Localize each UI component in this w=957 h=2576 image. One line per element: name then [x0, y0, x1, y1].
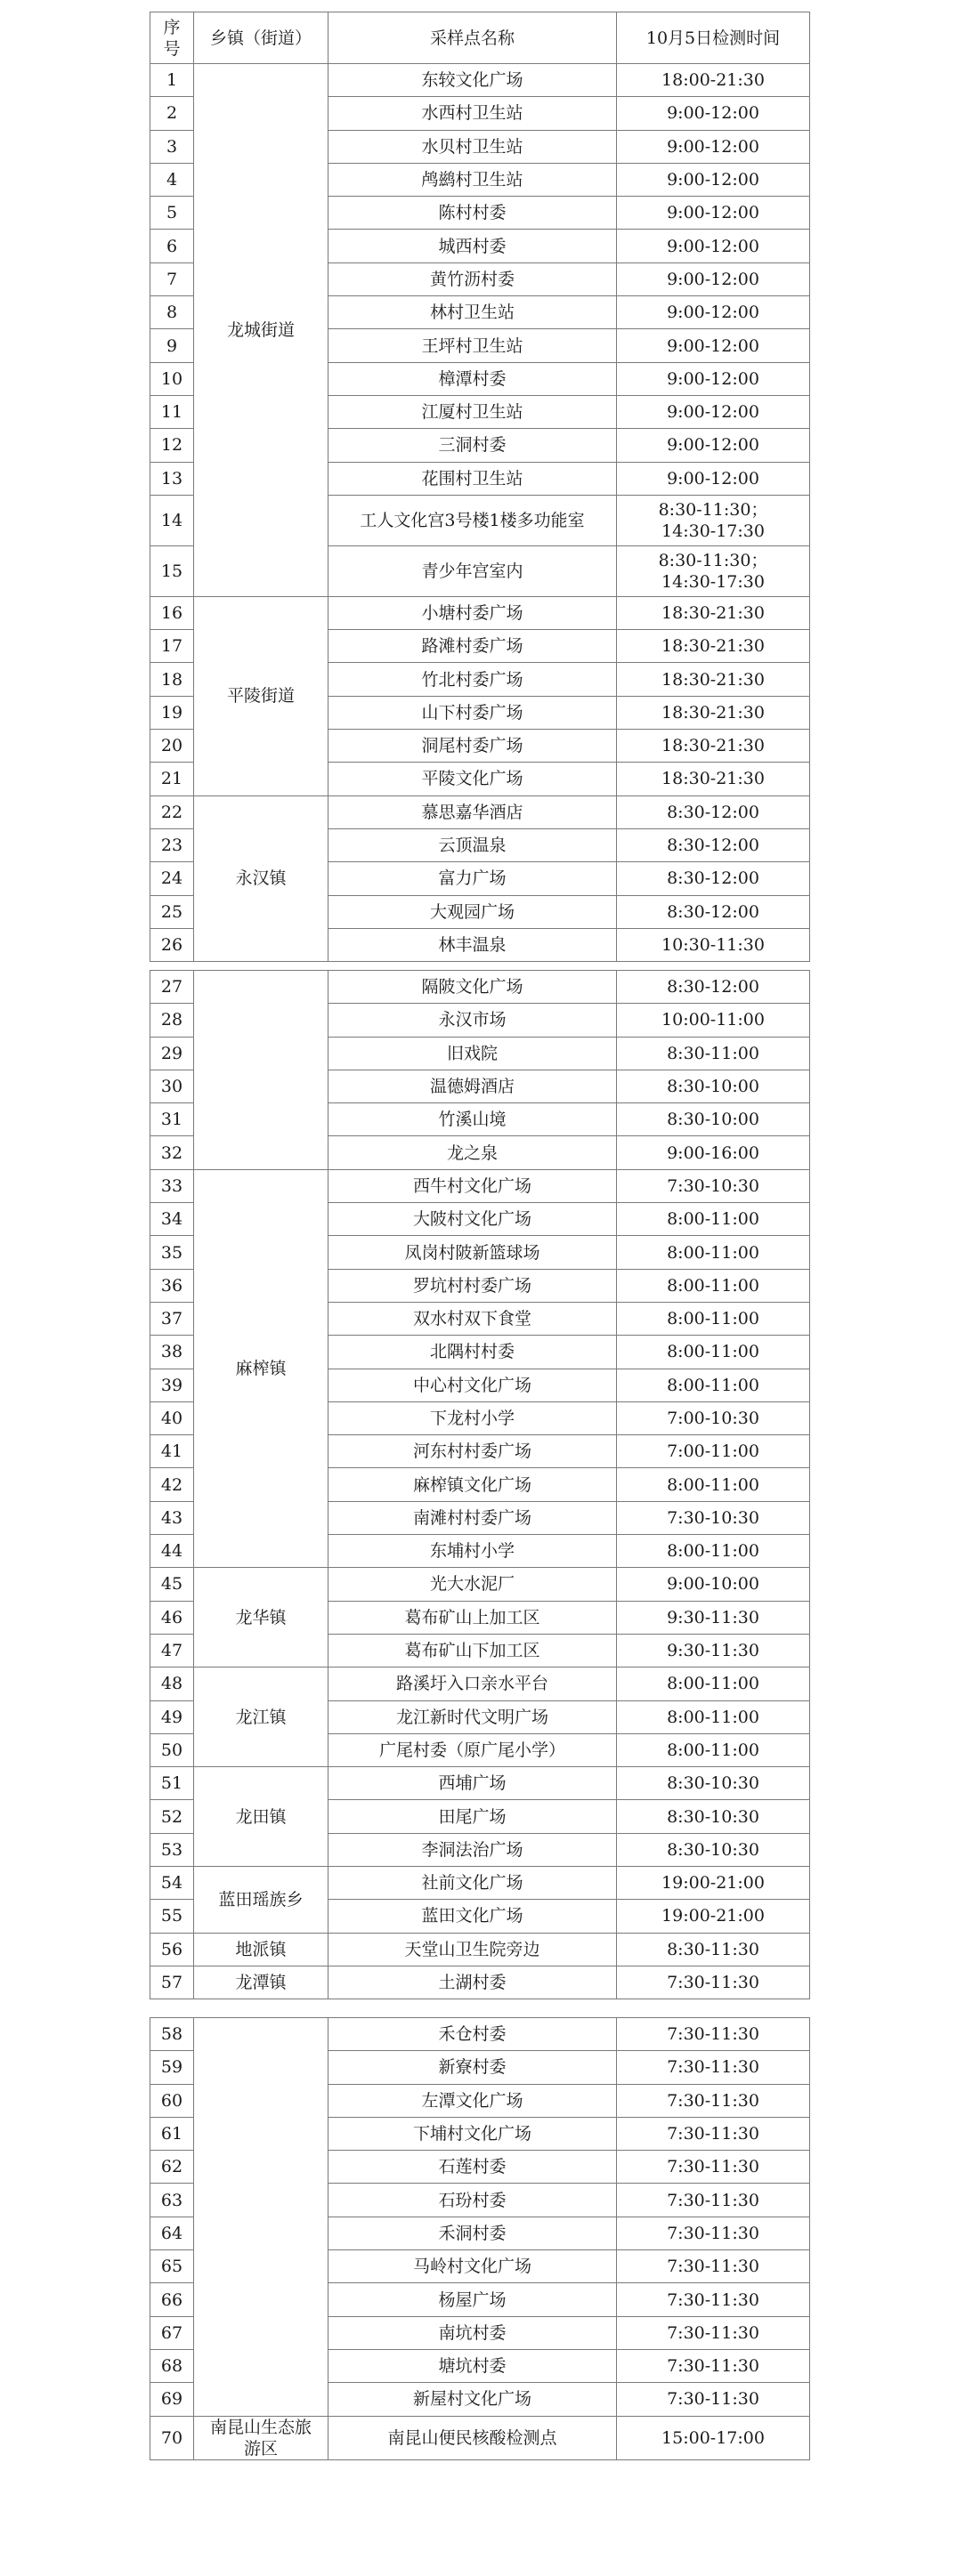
cell-sampling-site: 旧戏院 [328, 1037, 617, 1070]
cell-test-time: 7:30-11:30 [617, 2051, 810, 2084]
cell-serial-number: 62 [150, 2151, 194, 2184]
cell-test-time: 8:30-12:00 [617, 795, 810, 828]
cell-test-time: 8:30-10:00 [617, 1103, 810, 1136]
table-row [150, 1568, 810, 1601]
cell-serial-number: 4 [150, 163, 194, 196]
schedule-table-part-2 [150, 970, 810, 1999]
cell-sampling-site: 广尾村委（原广尾小学） [328, 1733, 617, 1766]
header-serial-number: 序 号 [150, 12, 194, 64]
cell-sampling-site: 光大水泥厂 [328, 1568, 617, 1601]
cell-sampling-site: 禾仓村委 [328, 2018, 617, 2051]
cell-sampling-site: 路溪圩入口亲水平台 [328, 1668, 617, 1700]
cell-town: 龙华镇 [194, 1568, 328, 1668]
cell-serial-number: 59 [150, 2051, 194, 2084]
cell-test-time: 9:00-16:00 [617, 1136, 810, 1169]
cell-serial-number: 25 [150, 895, 194, 928]
cell-sampling-site: 三洞村委 [328, 429, 617, 462]
cell-serial-number: 65 [150, 2250, 194, 2283]
cell-test-time: 9:30-11:30 [617, 1634, 810, 1667]
cell-test-time: 7:30-11:30 [617, 2184, 810, 2217]
cell-sampling-site: 西牛村文化广场 [328, 1169, 617, 1202]
cell-test-time: 7:30-11:30 [617, 2349, 810, 2382]
table-row [150, 596, 810, 629]
cell-serial-number: 58 [150, 2018, 194, 2051]
cell-sampling-site: 山下村委广场 [328, 696, 617, 729]
cell-sampling-site: 富力广场 [328, 862, 617, 895]
cell-sampling-site: 麻榨镇文化广场 [328, 1468, 617, 1501]
cell-serial-number: 3 [150, 130, 194, 163]
cell-sampling-site: 林丰温泉 [328, 928, 617, 961]
cell-test-time: 8:00-11:00 [617, 1203, 810, 1236]
cell-test-time: 9:00-12:00 [617, 230, 810, 262]
cell-serial-number: 11 [150, 395, 194, 428]
cell-serial-number: 43 [150, 1501, 194, 1534]
cell-sampling-site: 土湖村委 [328, 1966, 617, 1999]
cell-sampling-site: 江厦村卫生站 [328, 395, 617, 428]
cell-test-time: 18:30-21:30 [617, 696, 810, 729]
cell-test-time: 8:30-12:00 [617, 862, 810, 895]
cell-serial-number: 42 [150, 1468, 194, 1501]
cell-serial-number: 57 [150, 1966, 194, 1999]
cell-sampling-site: 路滩村委广场 [328, 630, 617, 663]
cell-serial-number: 69 [150, 2383, 194, 2416]
cell-serial-number: 24 [150, 862, 194, 895]
cell-serial-number: 27 [150, 971, 194, 1004]
cell-test-time: 18:30-21:30 [617, 730, 810, 763]
cell-test-time: 8:30-11:30； 14:30-17:30 [617, 495, 810, 545]
cell-serial-number: 56 [150, 1933, 194, 1966]
cell-serial-number: 38 [150, 1336, 194, 1369]
cell-sampling-site: 马岭村文化广场 [328, 2250, 617, 2283]
cell-test-time: 9:30-11:30 [617, 1601, 810, 1634]
cell-sampling-site: 东较文化广场 [328, 64, 617, 97]
schedule-table-part-1 [150, 12, 810, 962]
cell-test-time: 7:30-11:30 [617, 2283, 810, 2316]
cell-sampling-site: 南滩村村委广场 [328, 1501, 617, 1534]
cell-test-time: 7:30-11:30 [617, 1966, 810, 1999]
cell-test-time: 7:00-11:00 [617, 1435, 810, 1468]
cell-test-time: 9:00-12:00 [617, 296, 810, 329]
cell-test-time: 9:00-12:00 [617, 329, 810, 362]
table-row [150, 64, 810, 97]
table-row [150, 971, 810, 1004]
cell-serial-number: 16 [150, 596, 194, 629]
cell-test-time: 8:00-11:00 [617, 1336, 810, 1369]
cell-serial-number: 44 [150, 1535, 194, 1568]
cell-sampling-site: 龙江新时代文明广场 [328, 1700, 617, 1733]
cell-serial-number: 60 [150, 2084, 194, 2117]
cell-serial-number: 5 [150, 197, 194, 230]
cell-sampling-site: 樟潭村委 [328, 362, 617, 395]
cell-test-time: 8:30-10:30 [617, 1833, 810, 1866]
cell-test-time: 19:00-21:00 [617, 1900, 810, 1933]
cell-test-time: 8:00-11:00 [617, 1733, 810, 1766]
cell-test-time: 7:00-10:30 [617, 1401, 810, 1434]
cell-sampling-site: 中心村文化广场 [328, 1369, 617, 1401]
cell-test-time: 7:30-11:30 [617, 2151, 810, 2184]
table-row [150, 1767, 810, 1800]
cell-sampling-site: 下龙村小学 [328, 1401, 617, 1434]
cell-test-time: 7:30-11:30 [617, 2018, 810, 2051]
table-row [150, 2416, 810, 2459]
cell-test-time: 7:30-11:30 [617, 2250, 810, 2283]
cell-serial-number: 36 [150, 1269, 194, 1302]
cell-serial-number: 66 [150, 2283, 194, 2316]
cell-test-time: 9:00-12:00 [617, 362, 810, 395]
header-sampling-site: 采样点名称 [328, 12, 617, 64]
cell-sampling-site: 塘坑村委 [328, 2349, 617, 2382]
cell-sampling-site: 南昆山便民核酸检测点 [328, 2416, 617, 2459]
cell-sampling-site: 下埔村文化广场 [328, 2117, 617, 2150]
cell-town [194, 971, 328, 1170]
header-test-time: 10月5日检测时间 [617, 12, 810, 64]
cell-test-time: 9:00-12:00 [617, 197, 810, 230]
cell-sampling-site: 北隅村村委 [328, 1336, 617, 1369]
cell-sampling-site: 青少年宫室内 [328, 545, 617, 596]
cell-test-time: 9:00-12:00 [617, 262, 810, 295]
cell-sampling-site: 工人文化宫3号楼1楼多功能室 [328, 495, 617, 545]
cell-serial-number: 37 [150, 1302, 194, 1335]
cell-serial-number: 63 [150, 2184, 194, 2217]
cell-sampling-site: 龙之泉 [328, 1136, 617, 1169]
cell-test-time: 10:00-11:00 [617, 1004, 810, 1037]
cell-town: 龙潭镇 [194, 1966, 328, 1999]
cell-sampling-site: 花围村卫生站 [328, 462, 617, 495]
cell-serial-number: 12 [150, 429, 194, 462]
cell-serial-number: 2 [150, 97, 194, 130]
cell-test-time: 18:30-21:30 [617, 630, 810, 663]
cell-sampling-site: 竹溪山境 [328, 1103, 617, 1136]
cell-test-time: 7:30-11:30 [617, 2117, 810, 2150]
schedule-table-part-3 [150, 2017, 810, 2460]
cell-test-time: 7:30-11:30 [617, 2084, 810, 2117]
cell-serial-number: 17 [150, 630, 194, 663]
cell-sampling-site: 云顶温泉 [328, 828, 617, 861]
cell-test-time: 7:30-10:30 [617, 1169, 810, 1202]
cell-sampling-site: 新屋村文化广场 [328, 2383, 617, 2416]
table-row [150, 1668, 810, 1700]
cell-serial-number: 49 [150, 1700, 194, 1733]
cell-serial-number: 31 [150, 1103, 194, 1136]
cell-serial-number: 53 [150, 1833, 194, 1866]
cell-serial-number: 8 [150, 296, 194, 329]
cell-test-time: 8:00-11:00 [617, 1369, 810, 1401]
cell-serial-number: 61 [150, 2117, 194, 2150]
cell-test-time: 7:30-10:30 [617, 1501, 810, 1534]
cell-serial-number: 33 [150, 1169, 194, 1202]
cell-serial-number: 28 [150, 1004, 194, 1037]
cell-test-time: 8:00-11:00 [617, 1700, 810, 1733]
cell-test-time: 18:30-21:30 [617, 663, 810, 696]
cell-test-time: 18:30-21:30 [617, 596, 810, 629]
cell-sampling-site: 大陂村文化广场 [328, 1203, 617, 1236]
cell-sampling-site: 凤岗村陂新篮球场 [328, 1236, 617, 1269]
cell-sampling-site: 竹北村委广场 [328, 663, 617, 696]
cell-serial-number: 10 [150, 362, 194, 395]
cell-test-time: 18:00-21:30 [617, 64, 810, 97]
cell-sampling-site: 蓝田文化广场 [328, 1900, 617, 1933]
cell-test-time: 8:30-11:30； 14:30-17:30 [617, 545, 810, 596]
cell-test-time: 9:00-12:00 [617, 97, 810, 130]
cell-sampling-site: 杨屋广场 [328, 2283, 617, 2316]
cell-town: 平陵街道 [194, 596, 328, 795]
cell-sampling-site: 洞尾村委广场 [328, 730, 617, 763]
cell-serial-number: 40 [150, 1401, 194, 1434]
cell-serial-number: 20 [150, 730, 194, 763]
cell-serial-number: 13 [150, 462, 194, 495]
cell-test-time: 8:30-11:00 [617, 1037, 810, 1070]
cell-test-time: 8:30-11:30 [617, 1933, 810, 1966]
cell-sampling-site: 新寮村委 [328, 2051, 617, 2084]
table-header-row [150, 12, 810, 64]
cell-serial-number: 67 [150, 2316, 194, 2349]
cell-serial-number: 18 [150, 663, 194, 696]
cell-sampling-site: 天堂山卫生院旁边 [328, 1933, 617, 1966]
cell-serial-number: 9 [150, 329, 194, 362]
cell-serial-number: 30 [150, 1070, 194, 1102]
cell-serial-number: 22 [150, 795, 194, 828]
cell-sampling-site: 隔陂文化广场 [328, 971, 617, 1004]
cell-sampling-site: 陈村村委 [328, 197, 617, 230]
cell-town: 龙田镇 [194, 1767, 328, 1867]
cell-sampling-site: 林村卫生站 [328, 296, 617, 329]
cell-serial-number: 26 [150, 928, 194, 961]
cell-test-time: 8:30-10:30 [617, 1800, 810, 1833]
cell-test-time: 8:00-11:00 [617, 1535, 810, 1568]
cell-serial-number: 64 [150, 2217, 194, 2249]
cell-serial-number: 55 [150, 1900, 194, 1933]
cell-test-time: 9:00-10:00 [617, 1568, 810, 1601]
cell-serial-number: 51 [150, 1767, 194, 1800]
cell-test-time: 8:30-10:00 [617, 1070, 810, 1102]
cell-test-time: 9:00-12:00 [617, 429, 810, 462]
cell-sampling-site: 王坪村卫生站 [328, 329, 617, 362]
cell-serial-number: 1 [150, 64, 194, 97]
cell-test-time: 7:30-11:30 [617, 2217, 810, 2249]
cell-serial-number: 70 [150, 2416, 194, 2459]
cell-test-time: 8:30-12:00 [617, 895, 810, 928]
cell-sampling-site: 永汉市场 [328, 1004, 617, 1037]
cell-sampling-site: 南坑村委 [328, 2316, 617, 2349]
table-row [150, 795, 810, 828]
cell-serial-number: 48 [150, 1668, 194, 1700]
cell-serial-number: 47 [150, 1634, 194, 1667]
cell-town: 麻榨镇 [194, 1169, 328, 1568]
cell-sampling-site: 黄竹沥村委 [328, 262, 617, 295]
cell-town [194, 2018, 328, 2417]
cell-sampling-site: 小塘村委广场 [328, 596, 617, 629]
cell-sampling-site: 石莲村委 [328, 2151, 617, 2184]
cell-test-time: 9:00-12:00 [617, 163, 810, 196]
cell-sampling-site: 禾洞村委 [328, 2217, 617, 2249]
cell-test-time: 8:00-11:00 [617, 1269, 810, 1302]
cell-town: 龙江镇 [194, 1668, 328, 1767]
table-row [150, 1966, 810, 1999]
cell-serial-number: 19 [150, 696, 194, 729]
cell-serial-number: 41 [150, 1435, 194, 1468]
cell-test-time: 8:00-11:00 [617, 1668, 810, 1700]
cell-serial-number: 7 [150, 262, 194, 295]
cell-test-time: 8:30-10:30 [617, 1767, 810, 1800]
cell-serial-number: 34 [150, 1203, 194, 1236]
cell-town: 永汉镇 [194, 795, 328, 961]
cell-sampling-site: 左潭文化广场 [328, 2084, 617, 2117]
cell-sampling-site: 东埔村小学 [328, 1535, 617, 1568]
cell-sampling-site: 李洞法治广场 [328, 1833, 617, 1866]
cell-serial-number: 45 [150, 1568, 194, 1601]
cell-sampling-site: 大观园广场 [328, 895, 617, 928]
cell-serial-number: 23 [150, 828, 194, 861]
cell-test-time: 9:00-12:00 [617, 462, 810, 495]
cell-sampling-site: 社前文化广场 [328, 1867, 617, 1900]
header-town: 乡镇（街道） [194, 12, 328, 64]
cell-sampling-site: 葛布矿山下加工区 [328, 1634, 617, 1667]
cell-sampling-site: 温德姆酒店 [328, 1070, 617, 1102]
cell-serial-number: 35 [150, 1236, 194, 1269]
cell-sampling-site: 罗坑村村委广场 [328, 1269, 617, 1302]
table-row [150, 1933, 810, 1966]
cell-serial-number: 29 [150, 1037, 194, 1070]
cell-sampling-site: 鸬鹚村卫生站 [328, 163, 617, 196]
cell-town: 蓝田瑶族乡 [194, 1867, 328, 1934]
table-row [150, 1867, 810, 1900]
cell-serial-number: 32 [150, 1136, 194, 1169]
cell-test-time: 19:00-21:00 [617, 1867, 810, 1900]
cell-test-time: 9:00-12:00 [617, 395, 810, 428]
cell-serial-number: 6 [150, 230, 194, 262]
cell-sampling-site: 水西村卫生站 [328, 97, 617, 130]
cell-sampling-site: 慕思嘉华酒店 [328, 795, 617, 828]
cell-serial-number: 50 [150, 1733, 194, 1766]
cell-sampling-site: 河东村村委广场 [328, 1435, 617, 1468]
cell-test-time: 8:30-12:00 [617, 828, 810, 861]
cell-test-time: 8:30-12:00 [617, 971, 810, 1004]
cell-serial-number: 14 [150, 495, 194, 545]
cell-sampling-site: 水贝村卫生站 [328, 130, 617, 163]
cell-serial-number: 39 [150, 1369, 194, 1401]
cell-town: 南昆山生态旅 游区 [194, 2416, 328, 2459]
cell-sampling-site: 平陵文化广场 [328, 763, 617, 795]
cell-sampling-site: 田尾广场 [328, 1800, 617, 1833]
cell-test-time: 15:00-17:00 [617, 2416, 810, 2459]
cell-town: 地派镇 [194, 1933, 328, 1966]
cell-serial-number: 46 [150, 1601, 194, 1634]
table-row [150, 2018, 810, 2051]
cell-serial-number: 68 [150, 2349, 194, 2382]
cell-sampling-site: 石玢村委 [328, 2184, 617, 2217]
cell-sampling-site: 城西村委 [328, 230, 617, 262]
cell-test-time: 7:30-11:30 [617, 2316, 810, 2349]
cell-test-time: 8:00-11:00 [617, 1468, 810, 1501]
cell-test-time: 9:00-12:00 [617, 130, 810, 163]
cell-sampling-site: 葛布矿山上加工区 [328, 1601, 617, 1634]
cell-sampling-site: 西埔广场 [328, 1767, 617, 1800]
cell-serial-number: 15 [150, 545, 194, 596]
cell-serial-number: 52 [150, 1800, 194, 1833]
cell-town: 龙城街道 [194, 64, 328, 597]
cell-sampling-site: 双水村双下食堂 [328, 1302, 617, 1335]
cell-test-time: 8:00-11:00 [617, 1236, 810, 1269]
cell-test-time: 18:30-21:30 [617, 763, 810, 795]
cell-serial-number: 21 [150, 763, 194, 795]
cell-test-time: 7:30-11:30 [617, 2383, 810, 2416]
cell-test-time: 8:00-11:00 [617, 1302, 810, 1335]
cell-test-time: 10:30-11:30 [617, 928, 810, 961]
cell-serial-number: 54 [150, 1867, 194, 1900]
table-row [150, 1169, 810, 1202]
